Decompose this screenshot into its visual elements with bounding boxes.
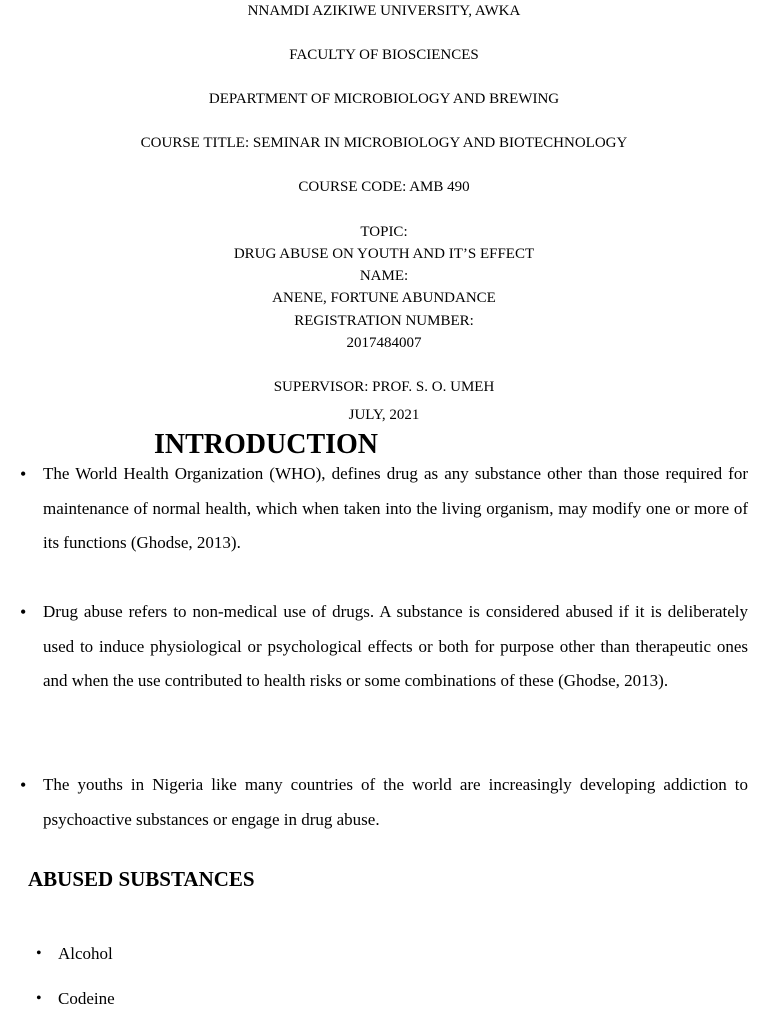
bullet-icon: • xyxy=(36,945,42,962)
abused-substances-heading: ABUSED SUBSTANCES xyxy=(28,867,255,891)
supervisor-line: SUPERVISOR: PROF. S. O. UMEH xyxy=(273,379,495,395)
name-label: NAME: xyxy=(359,268,409,284)
bullet-icon: • xyxy=(20,775,27,795)
registration-number: 2017484007 xyxy=(346,335,422,351)
topic-label: TOPIC: xyxy=(360,224,408,240)
topic-text: DRUG ABUSE ON YOUTH AND IT’S EFFECT xyxy=(233,246,535,262)
substance-list-item xyxy=(36,988,436,1010)
submission-date: JULY, 2021 xyxy=(348,407,420,423)
intro-paragraph: The World Health Organization (WHO), defines drug as any substance other than those required for maintenance of normal health, which when taken into the living organism, may modify one or more of its functions (Ghodse, 2013). xyxy=(43,464,748,552)
university-name: NNAMDI AZIKIWE UNIVERSITY, AWKA xyxy=(247,3,521,19)
student-name: ANENE, FORTUNE ABUNDANCE xyxy=(272,290,496,306)
intro-bullet-3 xyxy=(20,768,748,837)
bullet-icon: • xyxy=(20,464,27,484)
course-title: COURSE TITLE: SEMINAR IN MICROBIOLOGY AND BIOTECHNOLOGY xyxy=(140,135,628,151)
substance-list-item xyxy=(36,943,436,965)
registration-label: REGISTRATION NUMBER: xyxy=(294,313,474,329)
substance-label: Alcohol xyxy=(58,944,113,963)
substance-label: Codeine xyxy=(58,989,115,1008)
faculty-name: FACULTY OF BIOSCIENCES xyxy=(289,47,479,63)
department-name: DEPARTMENT OF MICROBIOLOGY AND BREWING xyxy=(208,91,560,107)
intro-paragraph: The youths in Nigeria like many countries of the world are increasingly developing addiction to psychoactive substances or engage in drug abuse. xyxy=(43,775,748,829)
bullet-icon: • xyxy=(20,602,27,622)
intro-bullet-2 xyxy=(20,595,748,699)
intro-bullet-1 xyxy=(20,457,748,561)
introduction-heading: INTRODUCTION xyxy=(154,429,379,460)
bullet-icon: • xyxy=(36,990,42,1007)
course-code: COURSE CODE: AMB 490 xyxy=(298,179,470,195)
intro-paragraph: Drug abuse refers to non-medical use of drugs. A substance is considered abused if it is deliberately used to induce physiological or psychological effects or both for purpose other than therapeutic ones and when the use contributed to health risks or some combinations of these (Ghodse, 2013). xyxy=(43,602,748,690)
